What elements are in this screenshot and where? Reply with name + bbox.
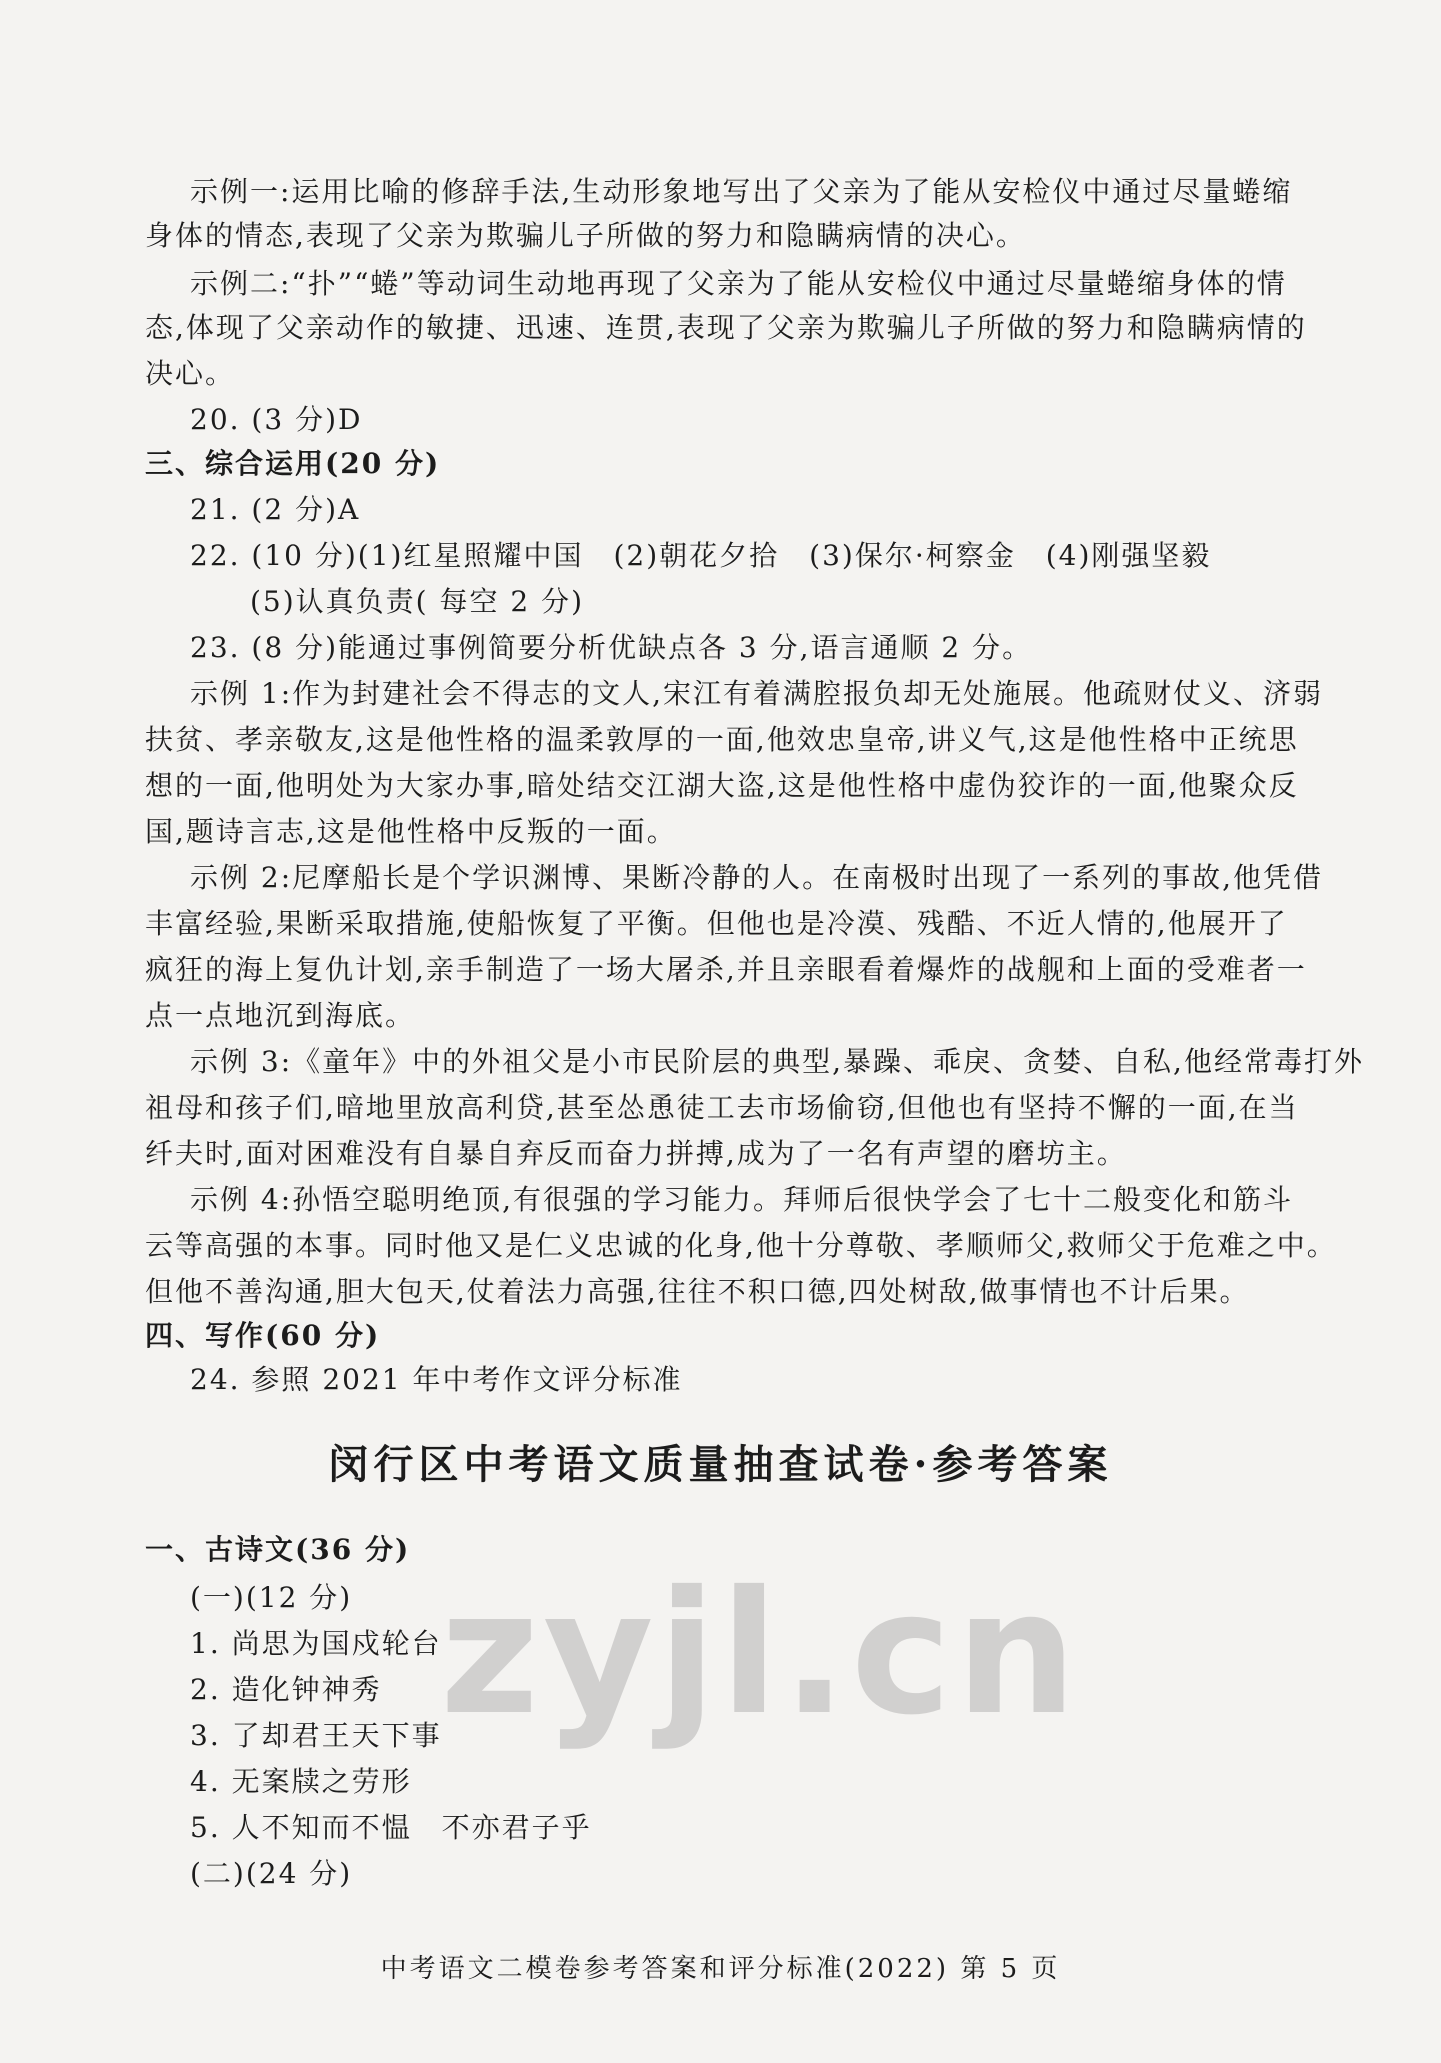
page-footer: 中考语文二模卷参考答案和评分标准(2022) 第 5 页 xyxy=(380,1954,1061,1984)
subsection-heading: (二)(24 分) xyxy=(190,1857,353,1890)
text-line: 但他不善沟通,胆大包天,仗着法力高强,往往不积口德,四处树敌,做事情也不计后果。 xyxy=(145,1275,1250,1308)
answer-22-part-1: 22. (10 分)(1)红星照耀中国 xyxy=(190,539,584,572)
text-line: 示例二:“扑”“蜷”等动词生动地再现了父亲为了能从安检仪中通过尽量蜷缩身体的情 xyxy=(190,267,1287,300)
answer-22-part-4: (4)刚强坚毅 xyxy=(1045,539,1212,572)
answer-22 xyxy=(190,534,1340,578)
text-line: 示例 4:孙悟空聪明绝顶,有很强的学习能力。拜师后很快学会了七十二般变化和筋斗 xyxy=(190,1183,1294,1216)
list-item-part: 5. 人不知而不愠 xyxy=(190,1811,412,1844)
text-line: 疯狂的海上复仇计划,亲手制造了一场大屠杀,并且亲眼看着爆炸的战舰和上面的受难者一 xyxy=(145,953,1307,986)
watermark: zyjl.cn xyxy=(440,1555,1081,1753)
section-heading: 一、古诗文(36 分) xyxy=(145,1533,411,1566)
section-heading: 三、综合运用(20 分) xyxy=(145,447,441,480)
text-line: 纤夫时,面对困难没有自暴自弃反而奋力拼搏,成为了一名有声望的磨坊主。 xyxy=(145,1137,1127,1170)
text-line: 示例 2:尼摩船长是个学识渊博、果断冷静的人。在南极时出现了一系列的事故,他凭借 xyxy=(190,861,1324,894)
text-line: 态,体现了父亲动作的敏捷、迅速、连贯,表现了父亲为欺骗儿子所做的努力和隐瞒病情的 xyxy=(145,311,1307,344)
text-line: 想的一面,他明处为大家办事,暗处结交江湖大盗,这是他性格中虚伪狡诈的一面,他聚众反 xyxy=(145,769,1299,802)
answer-21: 21. (2 分)A xyxy=(190,493,361,526)
subsection-heading: (一)(12 分) xyxy=(190,1581,353,1614)
text-line: 示例 1:作为封建社会不得志的文人,宋江有着满腔报负却无处施展。他疏财仗义、济弱 xyxy=(190,677,1324,710)
text-line: 决心。 xyxy=(145,357,236,390)
text-line: 国,题诗言志,这是他性格中反叛的一面。 xyxy=(145,815,677,848)
answer-22-part-5: (5)认真负责( 每空 2 分) xyxy=(250,585,585,618)
text-line: 示例一:运用比喻的修辞手法,生动形象地写出了父亲为了能从安检仪中通过尽量蜷缩 xyxy=(190,175,1293,208)
list-item xyxy=(190,1806,1340,1850)
text-line: 丰富经验,果断采取措施,使船恢复了平衡。但他也是冷漠、残酷、不近人情的,他展开了 xyxy=(145,907,1288,940)
text-line: 祖母和孩子们,暗地里放高利贷,甚至怂恿徒工去市场偷窃,但他也有坚持不懈的一面,在当 xyxy=(145,1091,1299,1124)
page-title: 闵行区中考语文质量抽查试卷·参考答案 xyxy=(328,1441,1113,1488)
text-line: 扶贫、孝亲敬友,这是他性格的温柔敦厚的一面,他效忠皇帝,讲义气,这是他性格中正统思 xyxy=(145,723,1299,756)
section-heading: 四、写作(60 分) xyxy=(145,1319,381,1352)
answer-22-part-2: (2)朝花夕拾 xyxy=(613,539,780,572)
text-line: 点一点地沉到海底。 xyxy=(145,999,416,1032)
list-item-part: 不亦君子乎 xyxy=(441,1811,592,1844)
answer-22-part-3: (3)保尔·柯察金 xyxy=(809,539,1016,572)
text-line: 云等高强的本事。同时他又是仁义忠诚的化身,他十分尊敬、孝顺师父,救师父于危难之中。 xyxy=(145,1229,1337,1262)
list-item: 4. 无案牍之劳形 xyxy=(190,1765,412,1798)
list-item: 1. 尚思为国戍轮台 xyxy=(190,1627,442,1660)
answer-24: 24. 参照 2021 年中考作文评分标准 xyxy=(190,1363,683,1396)
list-item: 3. 了却君王天下事 xyxy=(190,1719,442,1752)
list-item: 2. 造化钟神秀 xyxy=(190,1673,382,1706)
text-line: 示例 3:《童年》中的外祖父是小市民阶层的典型,暴躁、乖戾、贪婪、自私,他经常毒打外 xyxy=(190,1045,1364,1078)
answer-20: 20. (3 分)D xyxy=(190,403,363,436)
answer-23: 23. (8 分)能通过事例简要分析优缺点各 3 分,语言通顺 2 分。 xyxy=(190,631,1033,664)
text-line: 身体的情态,表现了父亲为欺骗儿子所做的努力和隐瞒病情的决心。 xyxy=(145,219,1026,252)
